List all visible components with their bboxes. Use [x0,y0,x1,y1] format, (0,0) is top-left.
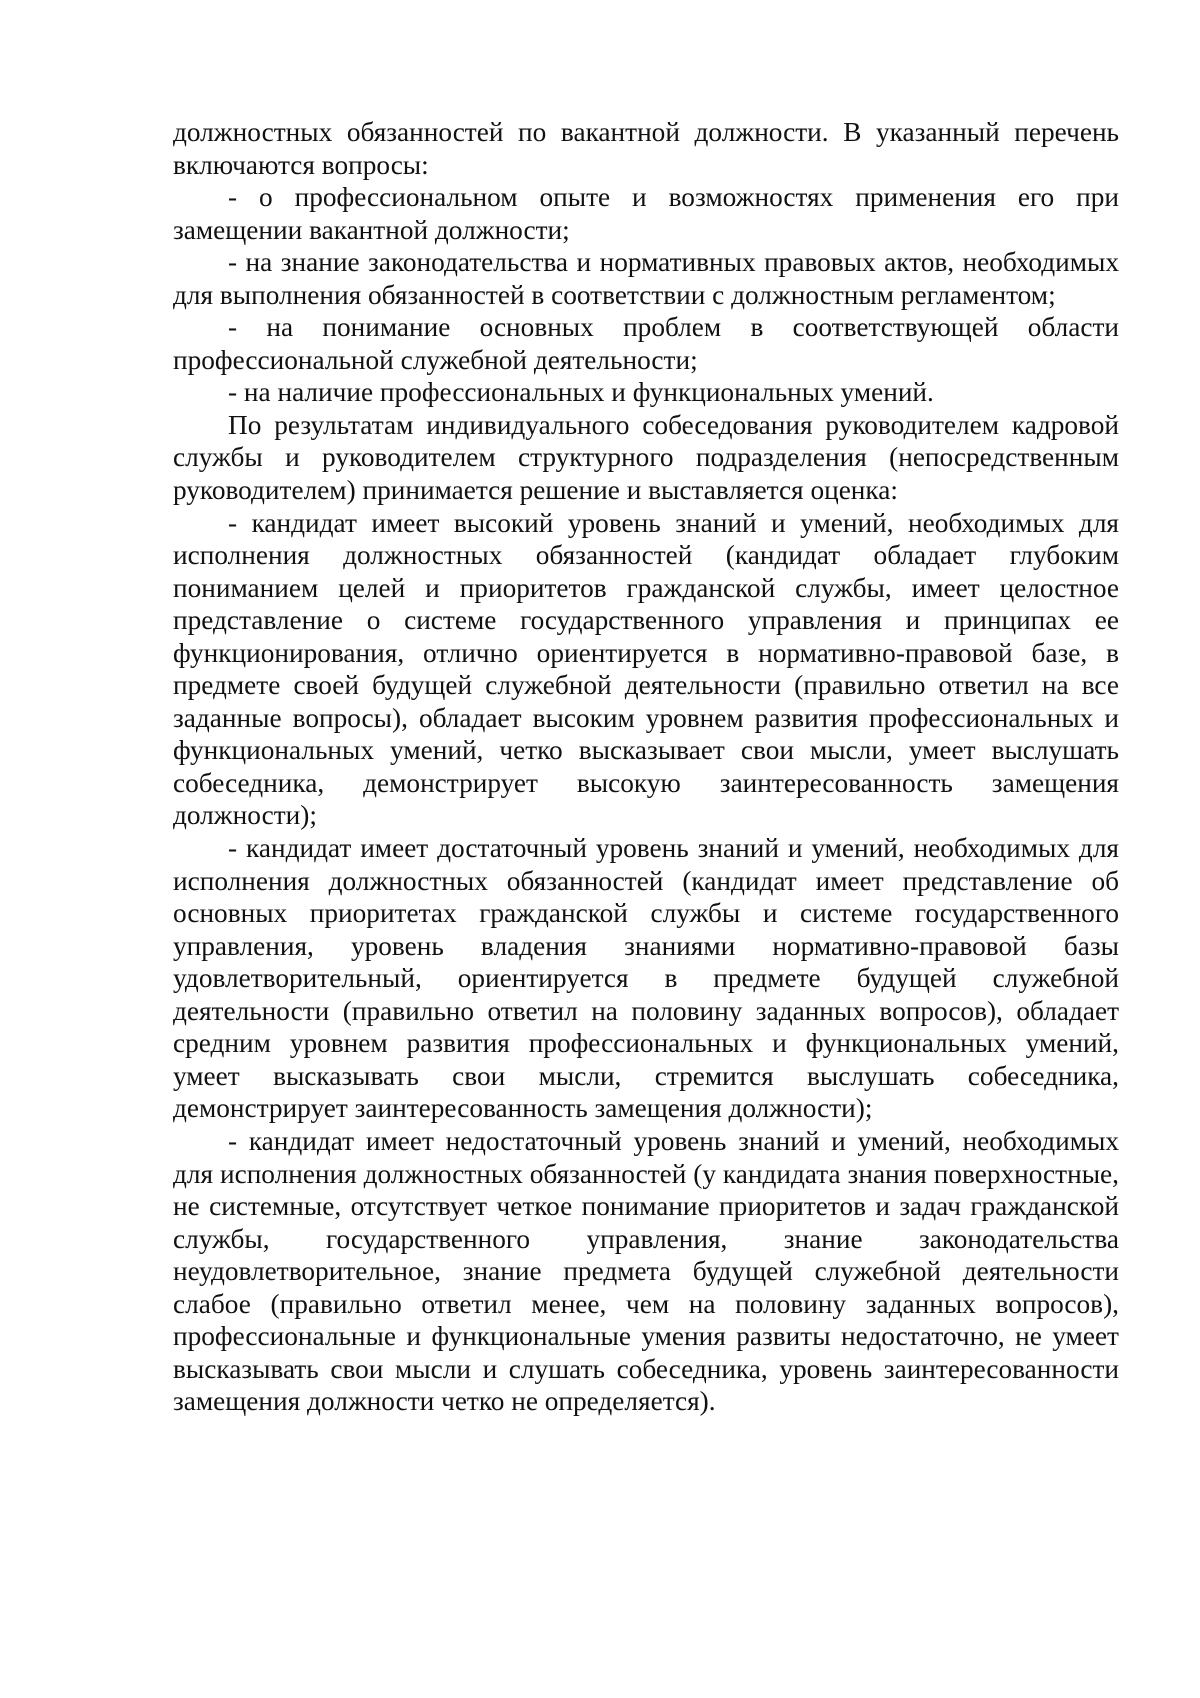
paragraph-assessment-sufficient: - кандидат имеет достаточный уровень знаний и умений, необходимых для исполнения должностных обязанностей (кандидат имеет представление об основных приоритетах гражданской службы и системе государственного управления, уровень владения знаниями нормативно-правовой базы удовлетворительный, ориентируется в предмете будущей служебной деятельности (правильно ответил на половину заданных вопросов), обладает средним уровнем развития профессиональных и функциональных умений, умеет высказывать свои мысли, стремится выслушать собеседника, демонстрирует заинтересованность замещения должности); [173,833,1119,1124]
paragraph-assessment-insufficient: - кандидат имеет недостаточный уровень знаний и умений, необходимых для исполнения должностных обязанностей (у кандидата знания поверхностные, не системные, отсутствует четкое понимание приоритетов и задач гражданской службы, государственного управления, знание законодательства неудовлетворительное, знание предмета будущей служебной деятельности слабое (правильно ответил менее, чем на половину заданных вопросов), профессиональные и функциональные умения развиты недостаточно, не умеет высказывать свои мысли и слушать собеседника, уровень заинтересованности замещения должности четко не определяется). [173,1125,1119,1417]
paragraph-question-skills: - на наличие профессиональных и функциональных умений. [228,377,934,408]
paragraph-question-legislation: - на знание законодательства и нормативных правовых актов, необходимых для выполнения обязанностей в соответствии с должностным регламентом; [173,247,1119,310]
paragraph-interview-results: По результатам индивидуального собеседования руководителем кадровой службы и руководителем структурного подразделения (непосредственным руководителем) принимается решение и выставляется оценка: [173,409,1119,506]
paragraph-assessment-high: - кандидат имеет высокий уровень знаний и умений, необходимых для исполнения должностных обязанностей (кандидат обладает глубоким пониманием целей и приоритетов гражданской службы, имеет целостное представление о системе государственного управления и принципах ее функционирования, отлично ориентируется в нормативно-правовой базе, в предмете своей будущей служебной деятельности (правильно ответил на все заданные вопросы), обладает высоким уровнем развития профессиональных и функциональных умений, четко высказывает свои мысли, умеет выслушать собеседника, демонстрирует высокую заинтересованность замещения должности); [173,507,1119,831]
paragraph-question-experience: - о профессиональном опыте и возможностях применения его при замещении вакантной должности; [173,182,1119,245]
paragraph-continuation: должностных обязанностей по вакантной должности. В указанный перечень включаются вопросы: [173,117,1119,180]
paragraph-question-problems: - на понимание основных проблем в соответствующей области профессиональной служебной деятельности; [173,312,1119,375]
document-body [173,116,1119,1418]
